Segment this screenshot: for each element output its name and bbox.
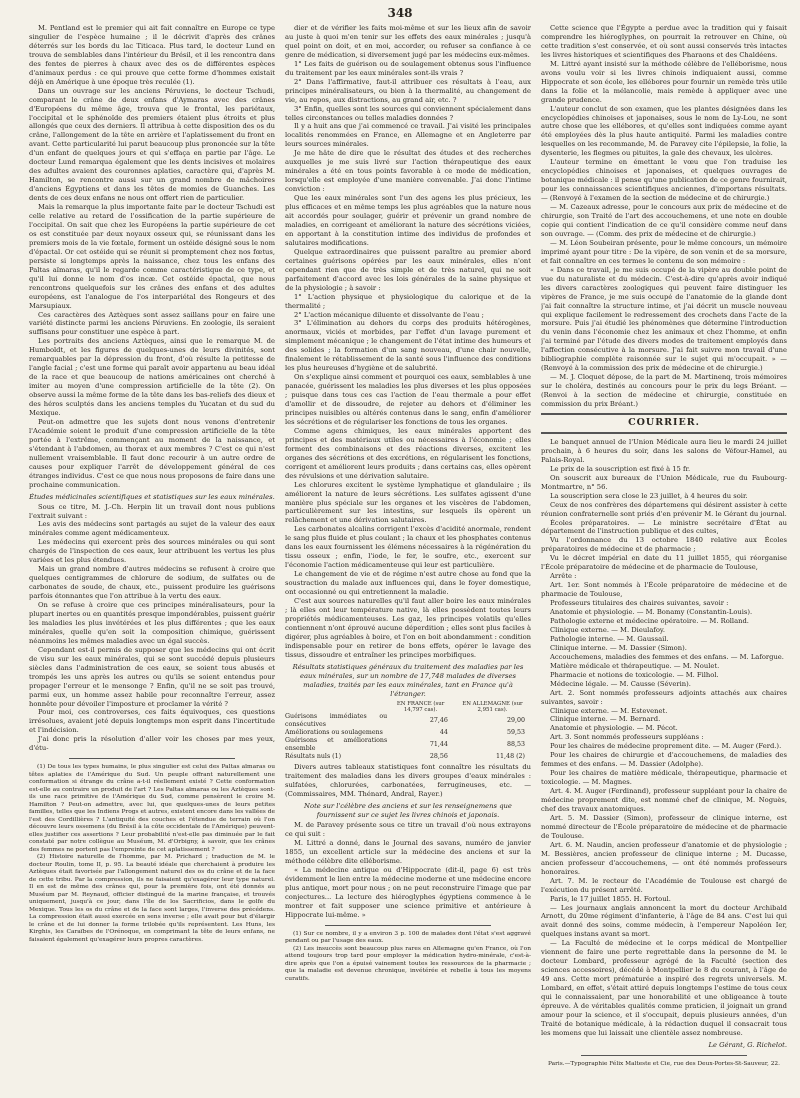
paragraph: Ces caractères des Aztèques sont assez saillans pour en faire une variété distincte parmi les anciens Péruviens. En zoologie, ils seraient suffisans pour constituer une espèce à part. bbox=[29, 310, 275, 337]
paragraph: C'est aux sources naturelles qu'il faut aller boire les eaux minérales ; là elles ont leur température native, là elles possèdent toutes leurs propriétés médicamenteuses. Les gaz, les principes volatils qu'elles contiennent n'ont éprouvé aucune déperdition ; elles sont plus faciles à digérer, plus agréables à boire, et l'on en boit abondamment : condition indispensable pour en retirer de bons effets, opérer le lavage des tissus, dissoudre et entraîner les principes morbifiques. bbox=[285, 597, 531, 659]
list-item: Clinique externe. — M. Estevenet. bbox=[550, 706, 668, 715]
section-divider bbox=[541, 432, 787, 434]
footnotes bbox=[29, 764, 275, 944]
list-item: Médecine légale. — M. Causse (Séverin). bbox=[550, 679, 691, 688]
paragraph: Les portraits des anciens Aztèques, ainsi que le remarque M. de Humboldt, et les figures de quelques-unes de leurs divinités, sont remarquables par la dépression du front, d'où résulte la petitesse de l'angle facial ; c'est une forme qui paraît avoir appartenu au beau idéal de la race et que beaucoup de nations américaines ont cherché à imiter au moyen d'une compression artificielle de la tête (2). On observe aussi la même forme de la tête dans les bas-reliefs des dieux et des héros sculptés dans les anciens temples du Yucatan et du sud du Mexique. bbox=[29, 337, 275, 417]
list-item: Clinique externe. — M. Dieulafoy. bbox=[550, 625, 665, 634]
paragraph: « La médecine antique ou d'Hippocrate (dit-il, page 6) est très évidemment le lien entre la médecine moderne et une médecine encore plus antique, mort pour nous ; on ne peut reconstruire l'image que par conjectures... La lecture des hiéroglyphes égyptiens commence à le montrer et fait supposer une science primitive et antérieure à Hippocrate lui-même. » bbox=[285, 866, 531, 919]
paragraph: Mais un grand nombre d'autres médecins se refusent à croire que quelques centigrammes de chlorure de sodium, de sulfates ou de carbonates de soude, de chaux, etc., puissent produire les guérisons parfois étonnantes que l'on attribue à la vertu des eaux. bbox=[29, 565, 275, 601]
paragraph: On se refuse à croire que ces principes minéralisateurs, pour la plupart inertes ou en quantités presque impondérables, puissent guérir les maladies les plus invétérées et les plus différentes ; que les eaux minérales, quelle qu'en soit la composition chimique, guérissent néanmoins les mêmes maladies avec un égal succès. bbox=[29, 601, 275, 645]
paragraph: Dans un ouvrage sur les anciens Péruviens, le docteur Tschudi, comparant le crâne de deux enfans d'Aymaras avec des crânes d'Européens du même âge, trouva que le frontal, les pariétaux, l'occipital et le sphénoïde des premiers étaient plus étroits et plus allongés que ceux des derniers. Il attribua à cette disposition des os du crâne, l'allongement de la tête en arrière et l'aplatissement du front en avant. Cette particularité lui parut beaucoup plus prononcée sur la tête d'un enfant de quelques jours et qui s'effaça en partie par l'âge. Le docteur Lund remarqua également que les dents incisives et molaires des adultes avaient des couronnes aplaties, caractère qui, d'après M. Hamilton, se rencontre aussi sur un grand nombre de mâchoires d'anciens Égyptiens et dans les têtes de momies de Guanches. Les dents de ces deux enfans ne nous ont offert rien de particulier. bbox=[29, 86, 275, 203]
footnote: (2) Histoire naturelle de l'homme, par M. Prichard ; traduction de M. le docteur Roulin, tome II, p. 95. La beauté idéale que cherchaient à produire les Aztèques était favorisée par l'allongement naturel des os du crâne et de la face de cette tribu. Par la compression, ils ne faisaient qu'exagérer leur type naturel. Il en est de même des crânes qui, pour la première fois, ont été donnés au Muséum par M. Reynaud, officier distingué de la marine française, et trouvés uniquement, jusqu'à ce jour, dans l'île de los Sacrificios, dans le golfe du Mexique. Tous les os du crâne et de la face sont larges, l'inverse des précédens. La compression était aussi exercée en sens inverse ; elle avait pour but d'élargir le crâne et de lui donner la forme trilobée qu'ils représentent. Les Huns, les Kirghis, les Caraïbes de l'Orénoque, en comprimant la tête de leurs enfans, ne faisaient également qu'exagérer leurs propres caractères. bbox=[29, 854, 275, 943]
paragraph: Professeurs titulaires des chaires suivantes, savoir : bbox=[550, 599, 729, 608]
paragraph: 2° L'action mécanique diluente et dissolvante de l'eau ; bbox=[294, 310, 484, 319]
footnote: (1) De tous les types humains, le plus singulier est celui des Paltas aïmaras ou têtes aplaties de l'Amérique du Sud. Un peuple offrant naturellement une conformation si étrange du crâne a-t-il réellement existé ? Cette conformation est-elle au contraire un produit de l'art ? Les Paltas aïmaras ou les Aztèques sont-ils une race primitive de l'Amérique du Sud, comme pensèrent le croire M. Hamilton ? Peut-on admettre, avec lui, que quelques-unes de leurs petites familles, telles que les Indiens Progs et autres, existent encore dans les vallées de l'est des Cordillières ? L'antiquité des couches et l'étendue de terrain où l'on découvre leurs ossemens (du Brésil à la côte occidentale de l'Amérique) peuvent-elles justifier ces assertions ? Leur probabilité n'est-elle pas diminuée par le fait constaté par notre collègue au Muséum, M. d'Orbigny, à savoir, que les crânes des femmes ne portent pas l'empreinte de cet aplatissement ? bbox=[29, 764, 275, 853]
paragraph: Écoles préparatoires. — Le ministre secrétaire d'État au département de l'instruction publique et des cultes, bbox=[541, 518, 787, 536]
list-item: Pour les chaires de médecine proprement dite. — M. Auger (Ferd.). bbox=[550, 742, 782, 751]
paragraph: Les chlorures excitent le système lymphatique et glandulaire ; ils améliorent la nature de leurs sécrétions. Les sulfates agissent d'une manière plus spéciale sur les organes et les viscères de l'abdomen, particulièrement sur les intestins, sur lesquels ils opèrent un relâchement et une dérivation salutaires. bbox=[285, 480, 531, 525]
paragraph: Les médecins qui exercent près des sources minérales ou qui sont chargés de l'inspection de ces eaux, leur attribuent les vertus les plus variées et les plus étendues. bbox=[29, 538, 275, 565]
paragraph: — M. Léon Soubeiran présente, pour le même concours, un mémoire imprimé ayant pour titre : De la vipère, de son venin et de sa morsure, et fait connaître en ces termes le contenu de son mémoire : bbox=[541, 238, 787, 265]
value-france: 27,46 bbox=[429, 717, 448, 725]
list-item: Anatomie et physiologie. — M. Bonamy (Constantin-Louis). bbox=[550, 608, 753, 617]
paragraph: dier et de vérifier les faits moi-même et sur les lieux afin de savoir au juste à quoi m'en tenir sur les effets des eaux minérales ; jusqu'à quel point on doit, et en moi, accorder, ou refuser sa confiance à ce genre de médication, si diversement jugé par les médecins eux-mêmes. bbox=[285, 24, 531, 59]
imprint: Paris.—Typographie Félix Malteste et Cie, rue des Deux-Portes-St-Sauveur, 22. bbox=[548, 1060, 780, 1067]
column-left bbox=[29, 24, 275, 1086]
paragraph: Cependant est-il permis de supposer que les médecins qui ont écrit de visu sur les eaux minérales, qui se sont succédé depuis plusieurs siècles dans l'administration de ces eaux, se soient tous abusés et trompés les uns après les autres ou qu'ils se soient entendus pour propager l'erreur et le mensonge ? Enfin, qu'il ne se soit pas trouvé, parmi eux, un homme assez habile pour reconnaître l'erreur, assez honnête pour dévoiler l'imposture et proclamer la vérité ? bbox=[29, 645, 275, 708]
paragraph: Divers autres tableaux statistiques font connaître les résultats du traitement des maladies dans les divers groupes d'eaux minérales : sulfatées, chlorurées, carbonatées, ferrugineuses, etc. — (Commissaires, MM. Thénard, Andral, Rayer.) bbox=[285, 763, 531, 799]
paragraph: On s'explique ainsi comment et pourquoi ces eaux, semblables à une panacée, guérissent les maladies les plus diverses et les plus opposées ; puisque dans tous ces cas l'action de l'eau thermale a pour effet d'amollir et de dissoudre, de rejeter au dehors et d'éliminer les principes nuisibles ou altérés contenus dans le sang, enfin d'améliorer les sécrétions et de régulariser les fonctions de tous les organes. bbox=[285, 373, 531, 426]
section-heading: Note sur l'célèbre des anciens et sur les renseignemens que fournissent sur ce sujet les livres chinois et japonais. bbox=[304, 802, 512, 820]
paragraph: — M. Cazeaux adresse, pour le concours aux prix de médecine et de chirurgie, son Traité de l'art des accouchemens, et une note en double copie qui contient l'indication de ce qu'il considère comme neuf dans son ouvrage. — (Comm. des prix de médecine et de chirurgie.) bbox=[541, 203, 787, 238]
paragraph: Art. 1er. Sont nommés à l'École préparatoire de médecine et de pharmacie de Toulouse, bbox=[541, 581, 787, 599]
column-middle bbox=[285, 24, 531, 1086]
table-row bbox=[285, 729, 531, 737]
paragraph: Le prix de la souscription est fixé à 15 fr. bbox=[550, 464, 691, 473]
value-france: 28,56 bbox=[429, 753, 448, 761]
courier-heading: COURRIER. bbox=[628, 416, 700, 428]
paragraph: Peut-on admettre que les sujets dont nous venons d'entretenir l'Académie soient le produit d'une compression artificielle de la tête portée à l'extrême, commençant au moment de la naissance, et s'étendant à l'abdomen, au thorax et aux membres ? C'est ce qui n'est nullement vraisemblable. Il faut donc recourir à un autre ordre de causes pour expliquer l'arrêt de développement général de ces étranges individus. C'est ce que nous nous proposons de faire dans une prochaine communication. bbox=[29, 417, 275, 489]
paragraph: Les carbonates alcalins corrigent l'excès d'acidité anormale, rendent le sang plus fluide et plus coulant ; la chaux et les phosphates contenus dans les eaux fournissent les élémens nécessaires à la régénération du tissu osseux ; enfin, l'iode, le fer, le soufre, etc., exercent sur l'économie l'action médicamenteuse qui leur est particulière. bbox=[285, 525, 531, 570]
paragraph: Paris, le 17 juillet 1855. H. Fortoul. bbox=[550, 894, 671, 903]
paragraph: 1° L'action physique et physiologique du calorique et de la thermalité ; bbox=[285, 292, 531, 310]
paragraph: — Les journaux anglais annoncent la mort du docteur Archibald Arnott, du 20me régiment d'infanterie, à l'âge de 84 ans. C'est lui qui avait donné des soins, comme médecin, à l'empereur Napoléon Ier, quelques instans avant sa mort. bbox=[541, 903, 787, 939]
list-item: Pharmacie et notions de toxicologie. — M. Filhol. bbox=[550, 670, 719, 679]
paragraph: Art. 5. M. Dassier (Simon), professeur de clinique interne, est nommé directeur de l'École préparatoire de médecine et de pharmacie de Toulouse. bbox=[541, 813, 787, 840]
stats-caption: Résultats statistiques généraux du traitement des maladies par les eaux minérales, sur un nombre de 17,748 malades de diverses maladies, traités par les eaux minérales, tant en France qu'à l'étranger. bbox=[292, 662, 524, 698]
paragraph: Je me hâte de dire que le résultat des études et des recherches auxquelles je me suis livré sur l'action thérapeutique des eaux minérales a été en tous points favorable à ce mode de médication, lorsqu'elle est employée d'une manière convenable. J'ai donc l'intime conviction : bbox=[285, 149, 531, 194]
paragraph: Le changement de vie et de régime n'est autre chose au fond que la soustraction du malade aux influences qui, dans le foyer domestique, ont occasionné ou qui entretiennent la maladie. bbox=[285, 570, 531, 597]
list-item: Pour les chaires de chirurgie et d'accouchemens, de maladies des femmes et des enfans. — M. Dassier (Adolphe). bbox=[541, 751, 787, 769]
paragraph: Art. 4. M. Auger (Ferdinand), professeur suppléant pour la chaire de médecine proprement dite, est nommé chef de clinique, M. Noguès, chef des travaux anatomiques. bbox=[541, 787, 787, 814]
paragraph: Ceux de nos confrères des départemens qui désirent assister à cette réunion confraternelle sont priés d'en prévenir M. le Gérant du journal. bbox=[541, 500, 787, 518]
paragraph: Art. 3. Sont nommés professeurs suppléans : bbox=[550, 733, 704, 742]
list-item: Clinique interne. — M. Bernard. bbox=[550, 715, 661, 724]
value-france: 71,44 bbox=[429, 741, 448, 749]
footnote-divider bbox=[69, 758, 235, 759]
paragraph: M. Pentland est le premier qui ait fait connaître en Europe ce type singulier de l'espèce humaine ; il le décrivit d'après des crânes déterrés sur les bords du lac Titicaca. Plus tard, le docteur Lund en trouva de semblables dans l'intérieur du Brésil, et il les rencontra dans des fentes de pierres à chaux avec des os de différentes espèces d'animaux perdus : ce qui prouve que cette forme d'hommes existait déjà en Amérique à une époque très reculée (1). bbox=[29, 24, 275, 86]
statistics-table bbox=[285, 701, 531, 762]
paragraph: — M. J. Cloquet dépose, de la part de M. Martinenq, trois mémoires sur le choléra, destinés au concours pour le prix du legs Bréant. — (Renvoi à la section de médecine et chirurgie, constituée en commission du prix Bréant.) bbox=[541, 373, 787, 409]
paragraph: Arrête : bbox=[550, 572, 577, 581]
paragraph: M. Littré a donné, dans le Journal des savans, numéro de janvier 1855, un excellent article sur la médecine des anciens et sur la méthode célèbre dite elléborisme. bbox=[285, 839, 531, 866]
signature: Le Gérant, G. Richelot. bbox=[708, 1040, 787, 1049]
paragraph: L'auteur conclut de son examen, que les plantes désignées dans les encyclopédies chinoises et japonaises, sous le nom de Ly-Lou, ne sont autre chose que les ellébores, et qu'elles sont indiquées comme ayant été employées dès la plus haute antiquité. Parmi les maladies contre lesquelles on les recommande, M. de Paravey cite l'épilepsie, la folie, la dysenterie, les flegmes ou pituites, la gale des chevaux, les ulcères. bbox=[541, 104, 787, 158]
table-header-france: EN FRANCE (sur 14,797 cas). bbox=[396, 700, 445, 714]
section-divider bbox=[541, 413, 787, 415]
table-row bbox=[285, 737, 531, 753]
paragraph: Art. 2. Sont nommés professeurs adjoints attachés aux chaires suivantes, savoir : bbox=[541, 688, 787, 706]
list-item: Accouchemens, maladies des femmes et des enfans. — M. Laforgue. bbox=[550, 652, 784, 661]
value-germany: 88,53 bbox=[506, 741, 525, 749]
table-header-germany: EN ALLEMAGNE (sur 2,951 cas). bbox=[462, 700, 523, 714]
paragraph: Cette science que l'Égypte a perdue avec la tradition qui y faisait comprendre les hiéroglyphes, on pourrait la retrouver en Chine, où cette tradition s'est conservée, et où sont aussi conservés très intactes les livres historiques et scientifiques des Pharaons et des Chaldéens. bbox=[541, 24, 787, 59]
paragraph: Vu l'ordonnance du 13 octobre 1840 relative aux Écoles préparatoires de médecine et de pharmacie ; bbox=[541, 536, 787, 554]
paragraph: Il y a huit ans que j'ai commencé ce travail. J'ai visité les principales localités renommées en France, en Allemagne et en Angleterre par leurs sources minérales. bbox=[285, 122, 531, 149]
row-label: Améliorations ou soulagemens bbox=[285, 729, 383, 737]
value-germany: 11,48 (2) bbox=[496, 753, 525, 761]
table-row bbox=[285, 713, 531, 729]
section-heading: Études médicinales scientifiques et statistiques sur les eaux minérales. bbox=[29, 492, 275, 501]
page-number: 348 bbox=[387, 6, 413, 20]
list-item: Pathologie externe et médecine opératoire. — M. Rolland. bbox=[550, 617, 749, 625]
list-item: Clinique interne. — M. Dassier (Simon). bbox=[550, 643, 687, 652]
footnote-divider bbox=[325, 925, 491, 926]
paragraph: — La Faculté de médecine et le corps médical de Montpellier viennent de faire une perte regrettable dans la personne de M. le docteur Lombard, professeur agrégé de la Faculté (section des sciences accessoires), décédé à Montpellier le 8 du courant, à l'âge de 49 ans. Cette mort prématurée a inspiré des regrets universels. M. Lombard, en effet, s'était attiré depuis longtemps l'estime de tous ceux qui le connaissaient, par une honorabilité et une obligeance à toute épreuve. À de véritables qualités comme praticien, il joignait un grand amour pour la science, et il s'occupait, depuis plusieurs années, d'un Traité de botanique médicale, à la rédaction duquel il consacrait tous les momens que lui laissait une clientèle assez nombreuse. bbox=[541, 939, 787, 1037]
table-row bbox=[285, 753, 531, 761]
footnote: (2) Les insuccès sont beaucoup plus rares en Allemagne qu'en France, où l'on attend toujours trop tard pour employer la médication hydro-minérale, c'est-à-dire après que l'on a épuisé vainement toutes les ressources de la pharmacie ; que la maladie est devenue chronique, invétérée et rebelle à tous les moyens curatifs. bbox=[285, 945, 531, 982]
paragraph: Que les eaux minérales sont l'un des agens les plus précieux, les plus efficaces et en même temps les plus agréables que la nature nous ait accordés pour soulager, guérir et prévenir un grand nombre de maladies, en corrigeant et améliorant la nature des sécrétions viciées, en apportant à la constitution intime des individus de profondes et salutaires modifications. bbox=[285, 194, 531, 247]
value-germany: 59,53 bbox=[506, 729, 525, 737]
paragraph: L'auteur termine en émettant le vœu que l'on traduise les encyclopédies chinoises et japonaises, et quelques ouvrages de botanique médicale : il pense qu'une publication de ce genre fournirait, pour les connaissances scientifiques anciennes, d'importans résultats. — (Renvoyé à l'examen de la section de médecine et de chirurgie.) bbox=[541, 158, 787, 203]
value-france: 44 bbox=[439, 729, 448, 737]
paragraph: J'ai donc pris la résolution d'aller voir les choses par mes yeux, d'étu- bbox=[29, 735, 275, 753]
list-item: Anatomie et physiologie. — M. Pécot. bbox=[550, 724, 678, 733]
footnote: (1) Sur ce nombre, il y a environ 3 p. 100 de malades dont l'état s'est aggravé pendant ou par l'usage des eaux. bbox=[285, 930, 531, 945]
paragraph: 3° L'élimination au dehors du corps des produits hétérogènes, anormaux, viciés et morbides, par l'effet d'un lavage purement et simplement mécanique ; le changement de l'état intime des humeurs et des solides ; la formation d'un sang nouveau, d'une chair nouvelle, finalement le rétablissement de la santé sous l'influence des conditions les plus heureuses d'hygiène et de salubrité. bbox=[285, 319, 531, 373]
paragraph: Comme agens chimiques, les eaux minérales apportent des principes et des matériaux utiles ou nécessaires à l'économie ; elles forment des combinaisons et des réactions diverses, excitent les organes des sécrétions et des excrétions, en régularisent les fonctions, corrigent et améliorent leurs produits ; dans certains cas, elles opèrent des révulsions et une dérivation salutaire. bbox=[285, 426, 531, 480]
paragraph: Les avis des médecins sont partagés au sujet de la valeur des eaux minérales comme agent médicamenteux. bbox=[29, 520, 275, 538]
imprint-divider bbox=[581, 1055, 747, 1056]
paragraph: Art. 6. M. Naudin, ancien professeur d'anatomie et de physiologie ; M. Bessières, ancien professeur de clinique interne ; M. Ducasse, ancien professeur d'accouchemens, — ont été nommés professeurs honoraires. bbox=[541, 840, 787, 876]
paragraph: 2° Dans l'affirmative, faut-il attribuer ces résultats à l'eau, aux principes minéralisateurs, ou bien à la thermalité, au changement de vie, au repos, aux distractions, au grand air, etc. ? bbox=[285, 77, 531, 104]
paragraph: Sous ce titre, M. J.-Ch. Herpin lit un travail dont nous publions l'extrait suivant : bbox=[29, 502, 275, 520]
paragraph: 1° Les faits de guérison ou de soulagement obtenus sous l'influence du traitement par les eaux minérales sont-ils vrais ? bbox=[285, 59, 531, 77]
list-item: Pathologie interne. — M. Gaussail. bbox=[550, 634, 669, 643]
paragraph: 3° Enfin, quelles sont les sources qui conviennent spécialement dans telles circonstances ou telles maladies données ? bbox=[285, 104, 531, 122]
table-header-blank bbox=[285, 701, 387, 714]
paragraph: Mais la remarque la plus importante faite par le docteur Tschudi est celle relative au retard de l'ossification de la partie supérieure de l'occipital. On sait que chez les Européens la partie supérieure de cet os est constituée par deux noyaux osseux qui, se réunissant dans les premiers mois de la vie fœtale, forment un ostéide désigné sous le nom d'épactal. Or cet ostéide qui se réunit si promptement chez nos fœtus, persiste si longtemps après la naissance, chez tous les enfans des Paltas aïmaras, qu'il le regarde comme caractéristique de ce type, et qu'il lui donne le nom d'os incæ. Cet ostéide épactal, que nous rencontrons quelquefois sur les crânes des enfans et des adultes européens, est l'analogue de l'os interpariétal des Rongeurs et des Marsupiaux. bbox=[29, 203, 275, 310]
paragraph: Vu le décret impérial en date du 11 juillet 1855, qui réorganise l'École préparatoire de médecine et de pharmacie de Toulouse, bbox=[541, 554, 787, 572]
value-germany: 29,00 bbox=[506, 717, 525, 725]
paragraph: M. Littré ayant insisté sur la méthode célèbre de l'elléborisme, nous avons voulu voir si les livres chinois indiquaient aussi, comme Hippocrate et son école, les ellébores pour fournir un remède très utile dans la folie et la mélancolie, mais remède à appliquer avec une grande prudence. bbox=[541, 59, 787, 104]
paragraph: Pour moi, ces controverses, ces faits équivoques, ces questions irrésolues, avaient jeté depuis longtemps mon esprit dans l'incertitude et l'indécision. bbox=[29, 708, 275, 735]
paragraph: M. de Paravey présente sous ce titre un travail d'où nous extrayons ce qui suit : bbox=[285, 821, 531, 839]
paragraph: Quelque extraordinaires que puissent paraître au premier abord certaines guérisons opérées par les eaux minérales, elles n'ont cependant rien que de très simple et de très naturel, qui ne soit parfaitement d'accord avec les lois générales de la saine physique et de la physiologie ; à savoir : bbox=[285, 247, 531, 292]
paragraph: La souscription sera close le 23 juillet, à 4 heures du soir. bbox=[550, 491, 748, 500]
row-label: Guérisons immédiates ou consécutives bbox=[285, 713, 388, 729]
row-label: Résultats nuls (1) bbox=[285, 753, 342, 761]
paragraph: « Dans ce travail, je me suis occupé de la vipère au double point de vue du naturaliste et du médecin. C'est-à-dire qu'après avoir indiqué les divers caractères zoologiques qui peuvent faire distinguer les vipères de France, je me suis occupé de l'anatomie de la glande dont j'ai fait connaître la structure intime, et j'ai décrit un muscle nouveau qui explique facilement le redressement des crochets dans l'acte de la morsure. Puis j'ai étudié les phénomènes que détermine l'introduction du venin dans l'économie chez les animaux et chez l'homme, et enfin j'ai terminé par l'étude des divers modes de traitement employés dans l'affection consécutive à la morsure. J'ai fait suivre mon travail d'une bibliographie complète raisonnée sur le sujet qui m'occupait. » — (Renvoyé à la commission des prix de médecine et de chirurgie.) bbox=[541, 265, 787, 373]
paragraph: On souscrit aux bureaux de l'Union Médicale, rue du Faubourg-Montmartre, n° 56. bbox=[541, 473, 787, 491]
list-item: Matière médicale et thérapeutique. — M. Noulet. bbox=[550, 661, 720, 670]
paragraph: Art. 7. M. le recteur de l'Académie de Toulouse est chargé de l'exécution du présent arrêté. bbox=[541, 876, 787, 894]
column-right bbox=[541, 24, 787, 1074]
paragraph: Le banquet annuel de l'Union Médicale aura lieu le mardi 24 juillet prochain, à 6 heures du soir, dans les salons de Véfour-Hamel, au Palais-Royal. bbox=[541, 437, 787, 464]
row-label: Guérisons et améliorations ensemble bbox=[285, 737, 388, 753]
list-item: Pour les chaires de matière médicale, thérapeutique, pharmacie et toxicologie. — M. Magnes. bbox=[541, 769, 787, 787]
footnotes bbox=[285, 931, 531, 984]
